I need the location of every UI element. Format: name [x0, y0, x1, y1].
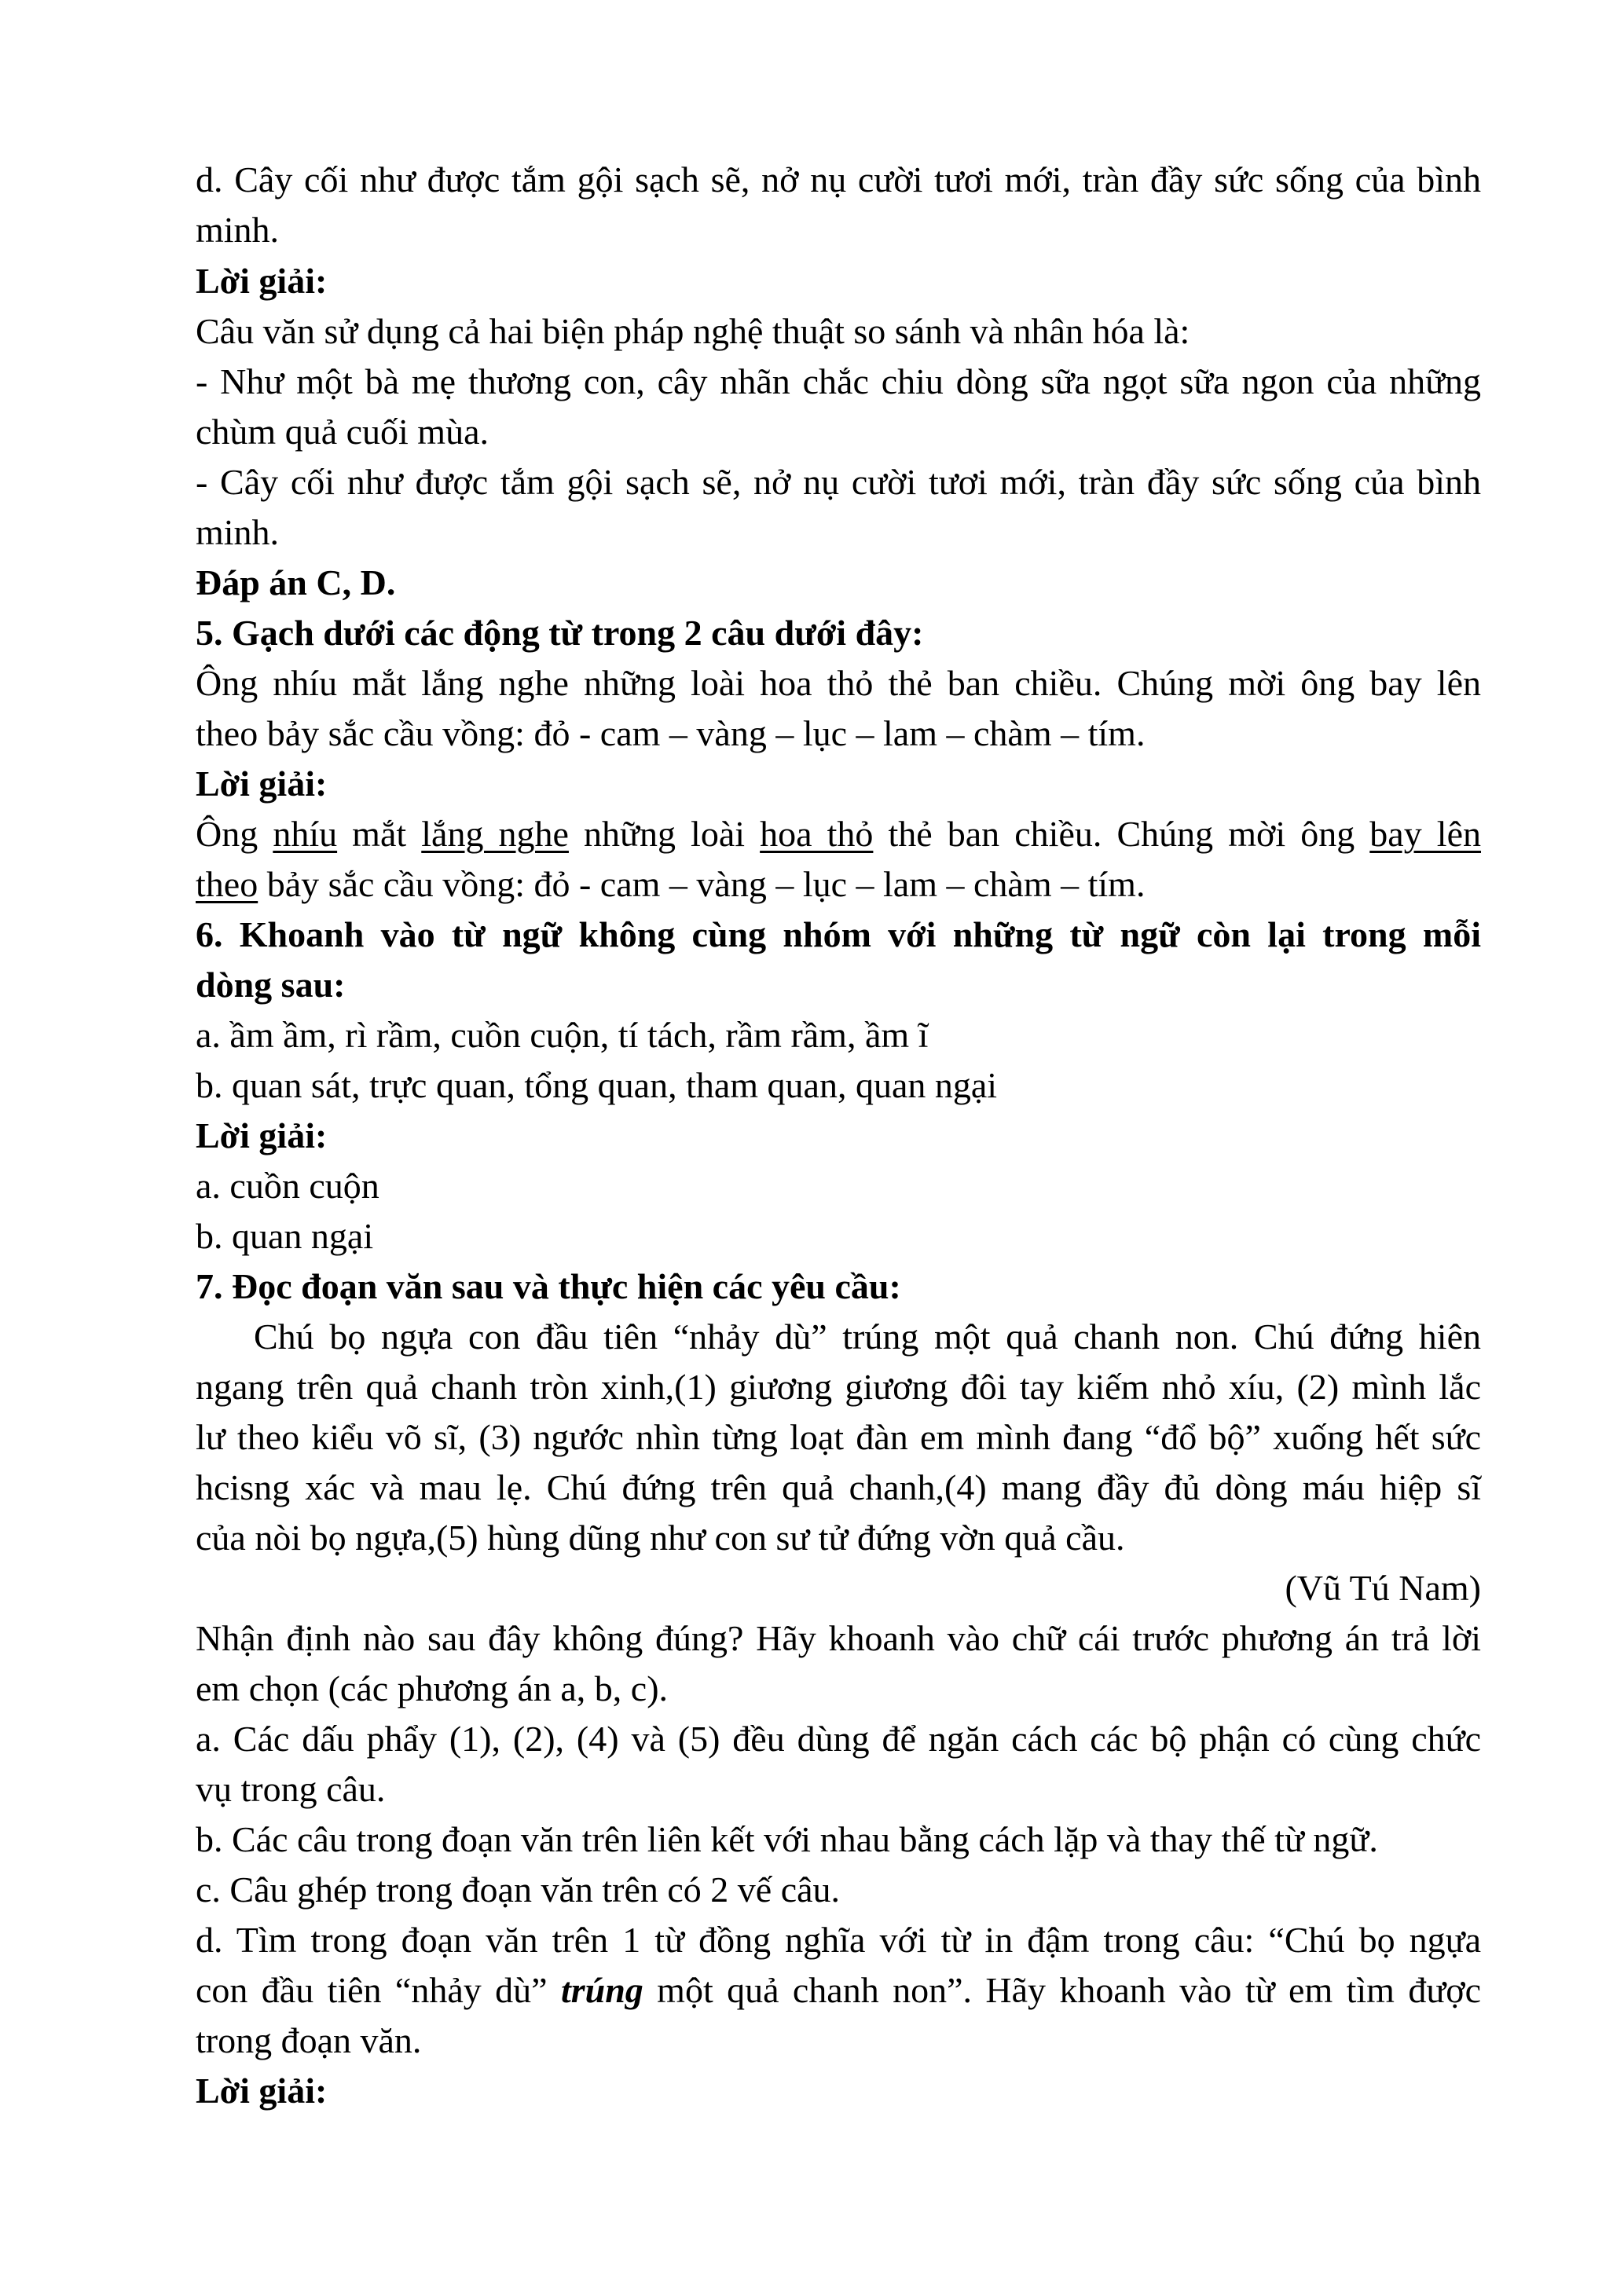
- q7-solution-label: Lời giải:: [196, 2071, 328, 2111]
- q7-option-d-line-1: d. Tìm trong đoạn văn trên 1 từ đồng nghĩa với từ in đậm trong câu: “Chú bọ ngựa: [196, 1920, 1481, 1960]
- q6-answer-a: a. cuồn cuộn: [196, 1166, 379, 1206]
- q4-option-d-line-2: minh.: [196, 210, 280, 250]
- underlined-verb: bay lên: [1369, 814, 1481, 854]
- q7-option-a-line-2: vụ trong câu.: [196, 1769, 386, 1809]
- q7-option-b: b. Các câu trong đoạn văn trên liên kết với nhau bằng cách lặp và thay thế từ ngữ.: [196, 1819, 1378, 1859]
- q5-heading: 5. Gạch dưới các động từ trong 2 câu dưới đây:: [196, 613, 924, 653]
- q4-option-d-line-1: d. Cây cối như được tắm gội sạch sẽ, nở nụ cười tươi mới, tràn đầy sức sống của bình: [196, 159, 1481, 200]
- q5-text-line-2: theo bảy sắc cầu vồng: đỏ - cam – vàng – lục – lam – chàm – tím.: [196, 713, 1146, 753]
- q5-solution-line-1: Ông nhíu mắt lắng nghe những loài hoa thỏ thẻ ban chiều. Chúng mời ông bay lên: [196, 814, 1481, 854]
- q4-solution-line-4: - Cây cối như được tắm gội sạch sẽ, nở nụ cười tươi mới, tràn đầy sức sống của bình: [196, 462, 1481, 502]
- q7-prompt-line-2: em chọn (các phương án a, b, c).: [196, 1668, 669, 1708]
- q6-heading-line-2: dòng sau:: [196, 965, 346, 1005]
- underlined-verb: theo: [196, 864, 258, 904]
- q6-line-a: a. ầm ầm, rì rầm, cuồn cuộn, tí tách, rầm rầm, ầm ĩ: [196, 1015, 929, 1055]
- emphasized-word: trúng: [560, 1970, 643, 2010]
- q7-passage-line-5: của nòi bọ ngựa,(5) hùng dũng như con sư tử đứng vờn quả cầu.: [196, 1518, 1125, 1558]
- q5-text-line-1: Ông nhíu mắt lắng nghe những loài hoa thỏ thẻ ban chiều. Chúng mời ông bay lên: [196, 663, 1481, 703]
- q7-option-d-line-2: con đầu tiên “nhảy dù” trúng một quả chanh non”. Hãy khoanh vào từ em tìm được: [196, 1970, 1482, 2010]
- q4-answer: Đáp án C, D.: [196, 562, 396, 602]
- q7-option-c: c. Câu ghép trong đoạn văn trên có 2 vế câu.: [196, 1869, 841, 1910]
- q7-passage-line-4: hcisng xác và mau lẹ. Chú đứng trên quả chanh,(4) mang đầy đủ dòng máu hiệp sĩ: [196, 1467, 1481, 1507]
- q6-line-b: b. quan sát, trực quan, tổng quan, tham quan, quan ngại: [196, 1065, 998, 1105]
- q7-option-a-line-1: a. Các dấu phẩy (1), (2), (4) và (5) đều dùng để ngăn cách các bộ phận có cùng chức: [196, 1719, 1481, 1759]
- q4-solution-line-3: chùm quả cuối mùa.: [196, 412, 489, 452]
- q7-passage-line-2: ngang trên quả chanh tròn xinh,(1) giương giương đôi tay kiếm nhỏ xíu, (2) mình lắc: [196, 1367, 1481, 1407]
- q5-solution-line-2: theo bảy sắc cầu vồng: đỏ - cam – vàng – lục – lam – chàm – tím.: [196, 864, 1146, 904]
- q4-solution-label: Lời giải:: [196, 261, 328, 301]
- q6-answer-b: b. quan ngại: [196, 1216, 374, 1256]
- q4-solution-line-5: minh.: [196, 512, 280, 552]
- q7-prompt-line-1: Nhận định nào sau đây không đúng? Hãy khoanh vào chữ cái trước phương án trả lời: [196, 1618, 1481, 1658]
- underlined-verb: lắng nghe: [421, 814, 569, 854]
- q6-solution-label: Lời giải:: [196, 1115, 328, 1155]
- q5-solution-label: Lời giải:: [196, 764, 328, 804]
- q7-author: (Vũ Tú Nam): [1285, 1568, 1481, 1608]
- underlined-verb: nhíu: [273, 814, 338, 854]
- q7-heading: 7. Đọc đoạn văn sau và thực hiện các yêu cầu:: [196, 1266, 901, 1306]
- underlined-verb: hoa thỏ: [760, 814, 874, 854]
- q6-heading-line-1: 6. Khoanh vào từ ngữ không cùng nhóm với những từ ngữ còn lại trong mỗi: [196, 914, 1481, 954]
- q4-solution-line-1: Câu văn sử dụng cả hai biện pháp nghệ thuật so sánh và nhân hóa là:: [196, 311, 1190, 351]
- q7-option-d-line-3: trong đoạn văn.: [196, 2020, 422, 2060]
- q7-passage-line-3: lư theo kiểu võ sĩ, (3) ngước nhìn từng loạt đàn em mình đang “đổ bộ” xuống hết sức: [196, 1417, 1481, 1457]
- q7-passage-line-1: Chú bọ ngựa con đầu tiên “nhảy dù” trúng một quả chanh non. Chú đứng hiên: [254, 1316, 1481, 1357]
- q4-solution-line-2: - Như một bà mẹ thương con, cây nhãn chắc chiu dòng sữa ngọt sữa ngon của những: [196, 361, 1481, 401]
